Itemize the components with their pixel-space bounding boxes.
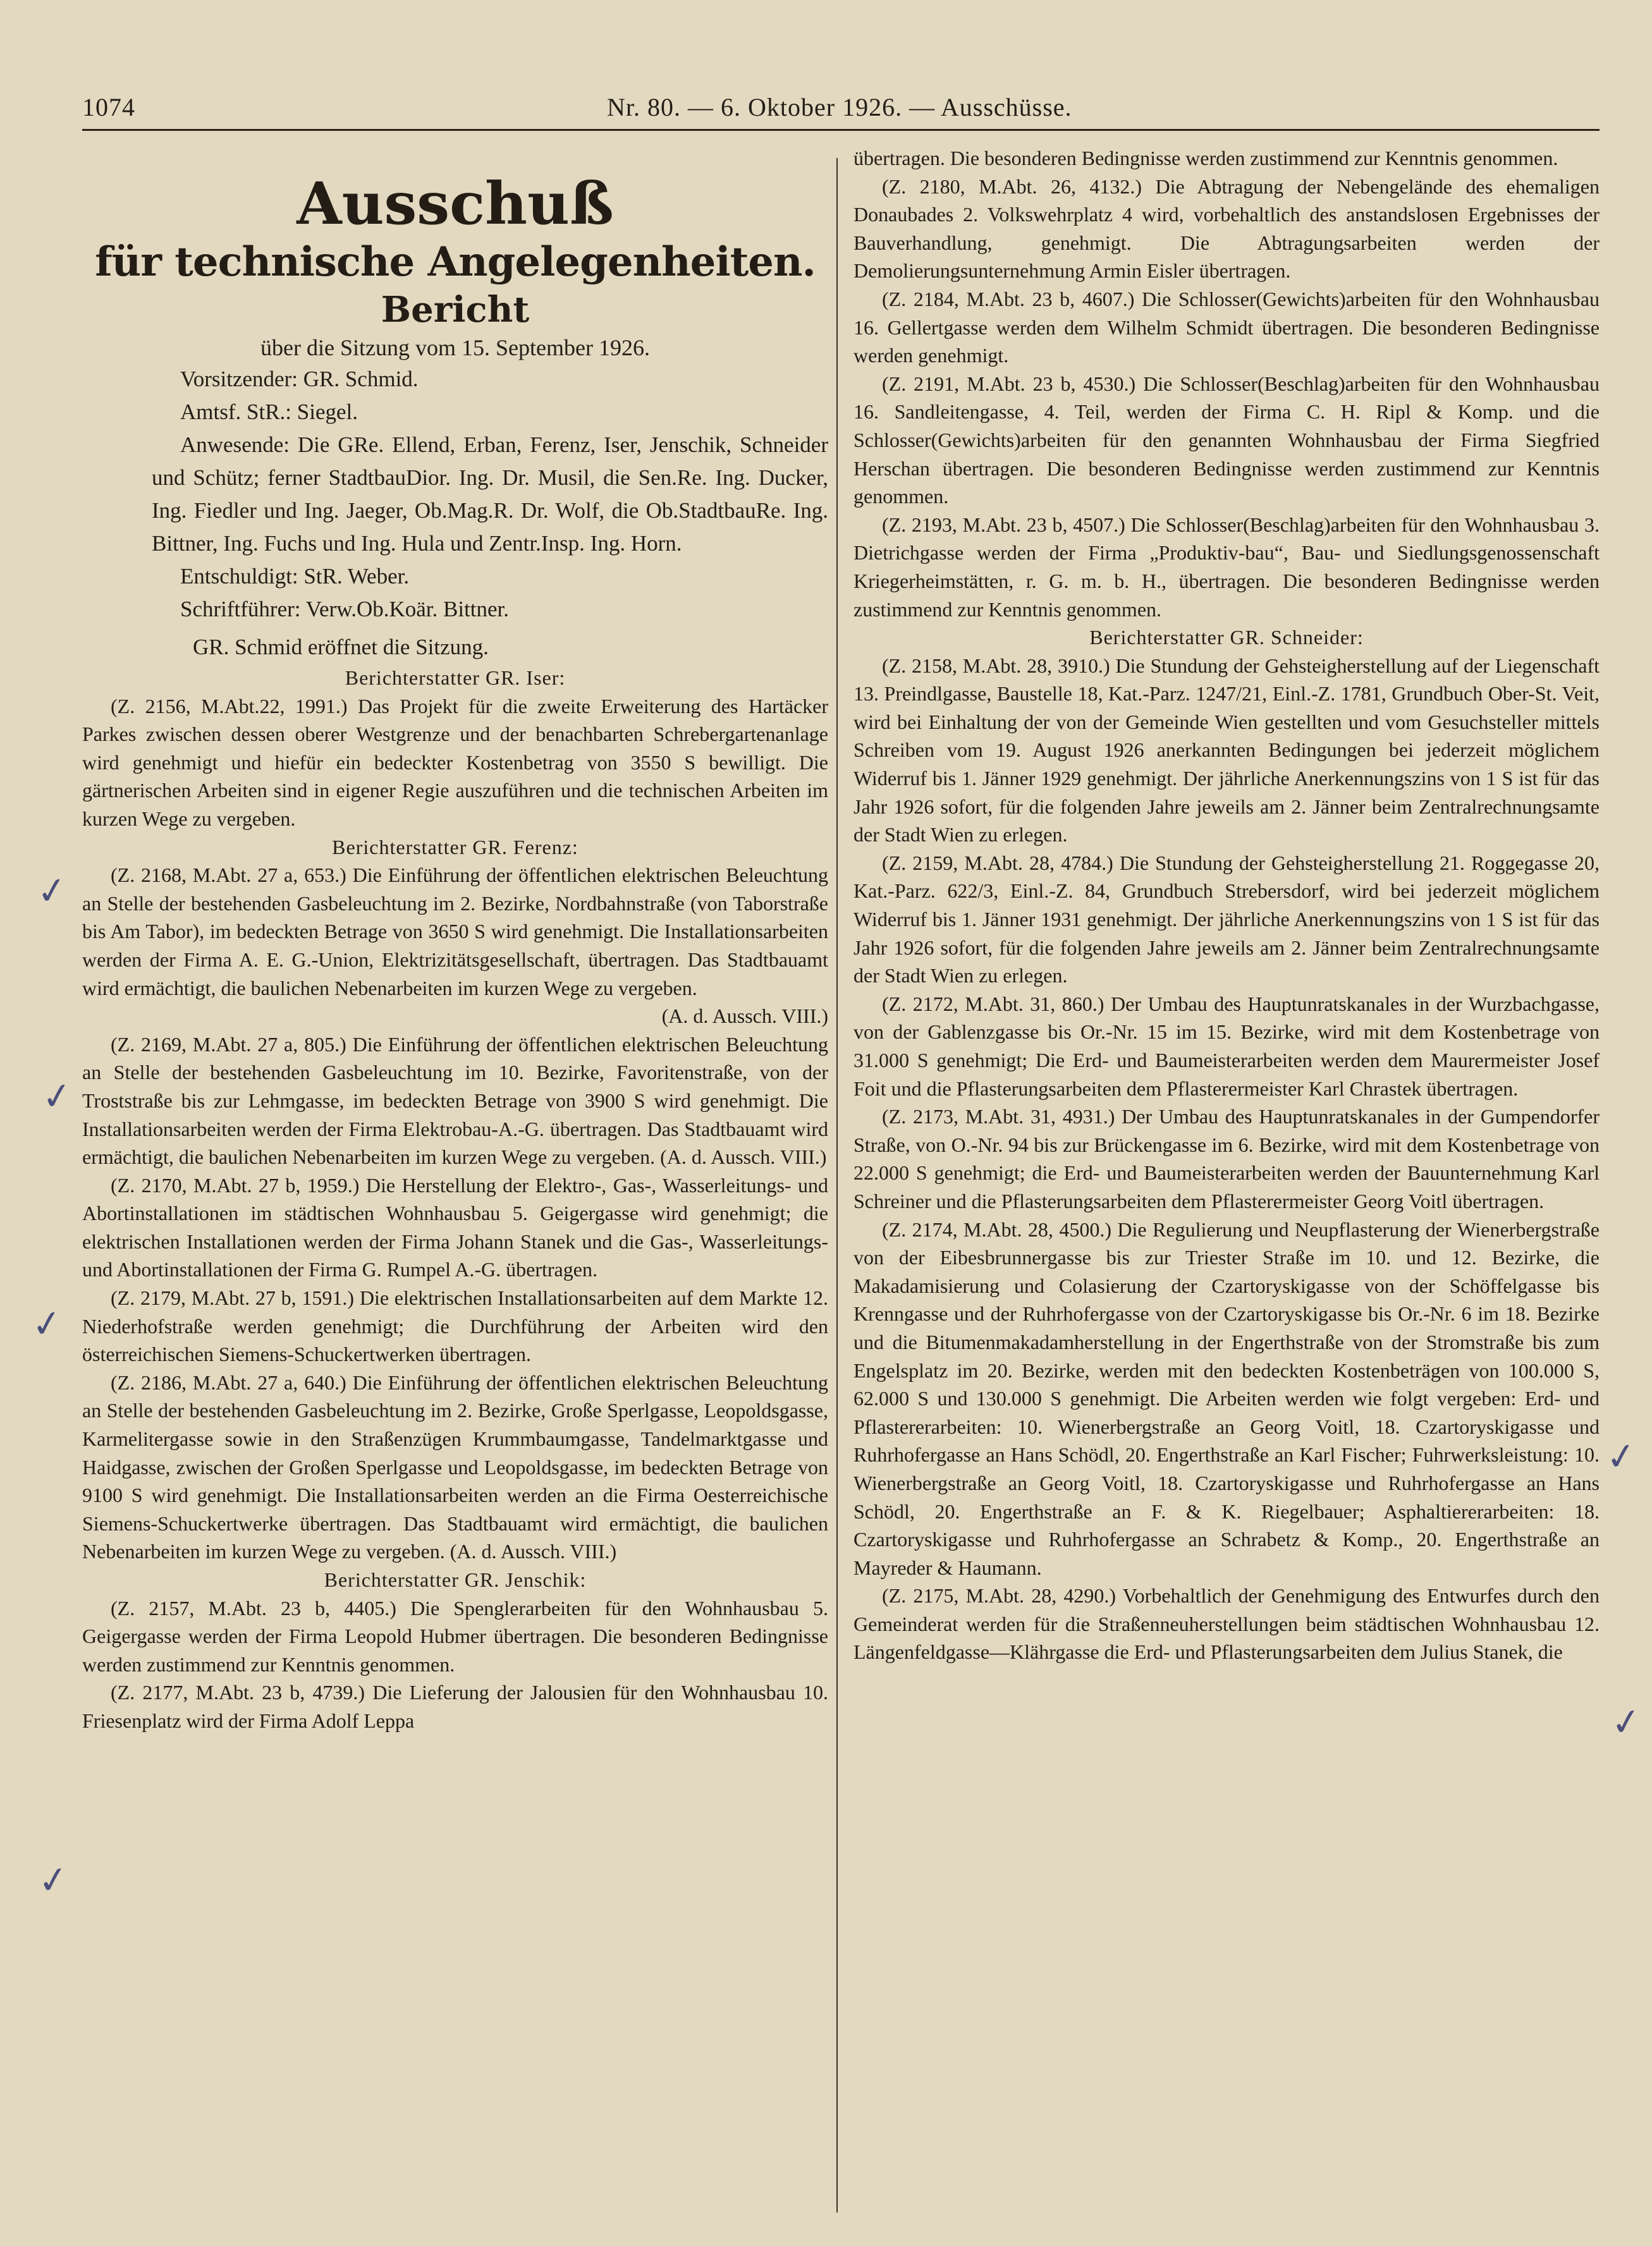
- agenda-item: (Z. 2173, M.Abt. 31, 4931.) Der Umbau des Hauptunratskanales in der Gumpendorfer Straße, von O.-Nr. 94 bis zur Brückengasse im 6. Bezirke, wird mit dem Kostenbetrage von 22.000 S genehmigt; die Erd- und Baumeisterarbeiten werden der Bauunternehmung Karl Schreiner und die Pflasterungsarbeiten dem Pflasterermeister Georg Voitl übertragen.: [854, 1105, 1600, 1212]
- chair-line: Vorsitzender: GR. Schmid.: [180, 367, 419, 391]
- agenda-item: (Z. 2157, M.Abt. 23 b, 4405.) Die Spenglerarbeiten für den Wohnhausbau 5. Geigergasse werden der Firma Leopold Hubmer übertragen. Die besonderen Bedingnisse werden zustimmend zur Kenntnis genommen.: [82, 1596, 828, 1676]
- agenda-item: (Z. 2159, M.Abt. 28, 4784.) Die Stundung der Gehsteigherstellung 21. Roggegasse 20, Kat.-Parz. 622/3, Einl.-Z. 84, Grundbuch Strebersdorf, wird bei jederzeit möglichem Widerruf bis 1. Jänner 1931 genehmigt. Der jährliche Anerkennungszins von 1 S ist für das Jahr 1926 sofort, für die folgenden Jahre jeweils am 2. Jänner beim Zentralrechnungsamte der Stadt Wien zu erlegen.: [854, 851, 1600, 987]
- handwritten-check-mark: ✓: [39, 1072, 76, 1120]
- agenda-item: (Z. 2175, M.Abt. 28, 4290.) Vorbehaltlich der Genehmigung des Entwurfes durch den Gemeinderat werden für die Straßenneuherstellungen beim städtischen Wohnhausbau 12. Längenfeldgasse—Klährgasse die Erd- und Pflasterungsarbeiten dem Julius Stanek, die: [854, 1584, 1600, 1664]
- official-line: Amtsf. StR.: Siegel.: [180, 400, 358, 424]
- agenda-item: (Z. 2174, M.Abt. 28, 4500.) Die Regulierung und Neupflasterung der Wienerbergstraße von der Eibesbrunnergasse bis zur Triester Straße im 10. und 12. Bezirke, die Makadamisierung und Colasierung der Czartoryskigasse von der Schöffelgasse bis Krenngasse und der Ruhrhofergasse von der Czartoryskigasse bis Or.-Nr. 6 im 18. Bezirke und die Bitumenmakadamherstellung in der Engerthstraße von der Stromstraße bis zum Engelsplatz im 20. Bezirke, werden mit den bedeckten Kostenbeträgen von 100.000 S, 62.000 S und 130.000 S genehmigt. Die Arbeiten werden wie folgt vergeben: Erd- und Pflastererarbeiten: 10. Wienerbergstraße an Georg Voitl, 18. Czartoryskigasse und Ruhrhofergasse an Hans Schödl, 20. Engerthstraße an Karl Fischer; Fuhrwerksleistung: 10. Wienerbergstraße an Georg Voitl, 18. Czartoryskigasse und Ruhrhofergasse an Hans Schödl, 20. Engerthstraße an F. & K. Riegelbauer; Asphaltiererarbeiten: 18. Czartoryskigasse und Ruhrhofergasse an Schrabetz & Komp., 20. Engerthstraße an Mayreder & Haumann.: [854, 1218, 1600, 1579]
- header-rule: [82, 129, 1600, 131]
- agenda-item: (Z. 2186, M.Abt. 27 a, 640.) Die Einführung der öffentlichen elektrischen Beleuchtung an Stelle der bestehenden Gasbeleuchtung im 2. Bezirke, Große Sperlgasse, Leopoldsgasse, Karmelitergasse sowie in den Straßenzügen Krummbaumgasse, Tandelmarktgasse und Haidgasse, zwischen der Großen Sperlgasse und Leopoldsgasse, im bedeckten Betrage von 9100 S wird genehmigt. Die Installationsarbeiten werden an die Firma Oesterreichische Siemens-Schuckertwerke übertragen. Das Stadtbauamt wird ermächtigt, die baulichen Nebenarbeiten im kurzen Wege zu vergeben. (A. d. Aussch. VIII.): [82, 1370, 828, 1563]
- excused-line: Entschuldigt: StR. Weber.: [180, 564, 410, 589]
- handwritten-check-mark: ✓: [1603, 1432, 1640, 1480]
- agenda-item: (Z. 2158, M.Abt. 28, 3910.) Die Stundung der Gehsteigherstellung auf der Liegenschaft 13. Preindlgasse, Baustelle 18, Kat.-Parz. 1247/21, Einl.-Z. 1781, Grundbuch Ober-St. Veit, wird bei Einhaltung der von der Gemeinde Wien gestellten und vom Gesuchsteller mittels Schreiben vom 19. August 1926 anerkannten Bedingungen bei jederzeit möglichem Widerruf bis 1. Jänner 1929 genehmigt. Der jährliche Anerkennungszins von 1 S ist für das Jahr 1926 sofort, für die folgenden Jahre jeweils am 2. Jänner beim Zentralrechnungsamte der Stadt Wien zu erlegen.: [854, 654, 1600, 846]
- present-line: Anwesende: Die GRe. Ellend, Erban, Ferenz, Iser, Jenschik, Schneider und Schütz; ferner StadtbauDior. Ing. Dr. Musil, die Sen.Re. Ing. Ducker, Ing. Fiedler und Ing. Jaeger, Ob.Mag.R. Dr. Wolf, die Ob.StadtbauRe. Ing. Bittner, Ing. Fuchs und Ing. Hula und Zentr.Insp. Ing. Horn.: [152, 432, 828, 556]
- column-rule: [836, 158, 838, 2212]
- opening-line: GR. Schmid eröffnet die Sitzung.: [193, 635, 489, 659]
- page-number: 1074: [82, 93, 135, 121]
- reporter-heading: Berichterstatter GR. Iser:: [345, 666, 566, 689]
- agenda-item: (Z. 2177, M.Abt. 23 b, 4739.) Die Lieferung der Jalousien für den Wohnhausbau 10. Friesenplatz wird der Firma Adolf Leppa: [82, 1681, 828, 1732]
- secretary-line: Schriftführer: Verw.Ob.Koär. Bittner.: [180, 597, 510, 621]
- agenda-item: (Z. 2168, M.Abt. 27 a, 653.) Die Einführung der öffentlichen elektrischen Beleuchtung an Stelle der bestehenden Gasbeleuchtung im 2. Bezirke, Nordbahnstraße (von Taborstraße bis Am Tabor), im bedeckten Betrage von 3650 S wird genehmigt. Die Installationsarbeiten werden der Firma A. E. G.-Union, Elektrizitätsgesellschaft, übertragen. Das Stadtbauamt wird ermächtigt, die baulichen Nebenarbeiten im kurzen Wege zu vergeben.: [82, 864, 828, 999]
- reporter-heading: Berichterstatter GR. Ferenz:: [332, 835, 578, 858]
- agenda-item: (Z. 2179, M.Abt. 27 b, 1591.) Die elektrischen Installationsarbeiten auf dem Markte 12. Niederhofstraße werden genehmigt; die Durchführung der Arbeiten wird den österreichischen Siemens-Schuckertwerken übertragen.: [82, 1286, 828, 1366]
- agenda-item: (Z. 2169, M.Abt. 27 a, 805.) Die Einführung der öffentlichen elektrischen Beleuchtung an Stelle der bestehenden Gasbeleuchtung im 10. Bezirke, Favoritenstraße, von der Troststraße bis zur Lehmgasse, im bedeckten Betrage von 3900 S wird genehmigt. Die Installationsarbeiten werden der Firma Elektrobau-A.-G. übertragen. Das Stadtbauamt wird ermächtigt, die baulichen Nebenarbeiten im kurzen Wege zu vergeben. (A. d. Aussch. VIII.): [82, 1032, 828, 1169]
- agenda-item: (Z. 2191, M.Abt. 23 b, 4530.) Die Schlosser(Beschlag)arbeiten für den Wohnhausbau 16. Sandleitengasse, 4. Teil, werden der Firma C. H. Ripl & Komp. und die Schlosser(Gewichts)arbeiten für den genannten Wohnhausbau der Firma Siegfried Herschan übertragen. Die besonderen Bedingnisse werden zustimmend zur Kenntnis genommen.: [854, 372, 1600, 508]
- agenda-item: (Z. 2172, M.Abt. 31, 860.) Der Umbau des Hauptunratskanales in der Wurzbachgasse, von der Gablenzgasse bis Or.-Nr. 15 im 15. Bezirke, wird mit dem Kostenbetrage von 31.000 S genehmigt; Die Erd- und Baumeisterarbeiten werden dem Maurermeister Josef Foit und die Pflasterungsarbeiten dem Pflasterermeister Karl Chrastek übertragen.: [854, 992, 1600, 1100]
- page-header: [82, 87, 1600, 125]
- title-ausschuss: Ausschuß: [297, 169, 614, 238]
- continued-paragraph: übertragen. Die besonderen Bedingnisse werden zustimmend zur Kenntnis genommen.: [854, 147, 1558, 169]
- agenda-item: (Z. 2184, M.Abt. 23 b, 4607.) Die Schlosser(Gewichts)arbeiten für den Wohnhausbau 16. Gellertgasse werden dem Wilhelm Schmidt übertragen. Die besonderen Bedingnisse werden genehmigt.: [854, 287, 1600, 367]
- session-line: über die Sitzung vom 15. September 1926.: [260, 335, 650, 360]
- committee-note: (A. d. Aussch. VIII.): [661, 1004, 828, 1028]
- handwritten-check-mark: ✓: [35, 1856, 72, 1904]
- title-bericht: Bericht: [381, 289, 530, 331]
- reporter-heading: Berichterstatter GR. Schneider:: [1089, 626, 1364, 649]
- handwritten-check-mark: ✓: [1608, 1698, 1645, 1746]
- handwritten-check-mark: ✓: [34, 867, 71, 915]
- agenda-item: (Z. 2156, M.Abt.22, 1991.) Das Projekt für die zweite Erweiterung des Hartäcker Parkes zwischen dessen oberer Westgrenze und der benachbarten Schrebergartenanlage wird genehmigt und hiefür ein bedeckter Kostenbetrag von 3550 S bewilligt. Die gärtnerischen Arbeiten sind in eigener Regie auszuführen und die technischen Arbeiten im kurzen Wege zu vergeben.: [82, 694, 828, 830]
- left-column-body: [82, 664, 828, 1735]
- reporter-heading: Berichterstatter GR. Jenschik:: [324, 1568, 587, 1591]
- agenda-item: (Z. 2180, M.Abt. 26, 4132.) Die Abtragung der Nebengelände des ehemaligen Donaubades 2. Volkswehrplatz 4 wird, vorbehaltlich des anstandslosen Ergebnisses der Bauverhandlung, genehmigt. Die Abtragungsarbeiten werden der Demolierungsunternehmung Armin Eisler übertragen.: [854, 174, 1600, 283]
- handwritten-check-mark: ✓: [28, 1300, 66, 1348]
- title-committee: für technische Angelegenheiten.: [95, 238, 816, 286]
- right-column-body: [854, 144, 1600, 1666]
- agenda-item: (Z. 2193, M.Abt. 23 b, 4507.) Die Schlosser(Beschlag)arbeiten für den Wohnhausbau 3. Dietrichgasse werden der Firma „Produktiv-bau“, Bau- und Siedlungsgenossenschaft Kriegerheimstätten, r. G. m. b. H., übertragen. Die besonderen Bedingnisse werden zustimmend zur Kenntnis genommen.: [854, 513, 1600, 621]
- agenda-item: (Z. 2170, M.Abt. 27 b, 1959.) Die Herstellung der Elektro-, Gas-, Wasserleitungs- und Abortinstallationen im städtischen Wohnhausbau 5. Geigergasse wird genehmigt; die elektrischen Installationen werden der Firma Johann Stanek und die Gas-, Wasserleitungs- und Abortinstallationen der Firma G. Rumpel A.-G. übertragen.: [82, 1173, 828, 1281]
- left-column: [82, 144, 828, 1735]
- running-head: Nr. 80. — 6. Oktober 1926. — Ausschüsse.: [607, 93, 1072, 121]
- right-column: [854, 144, 1600, 1666]
